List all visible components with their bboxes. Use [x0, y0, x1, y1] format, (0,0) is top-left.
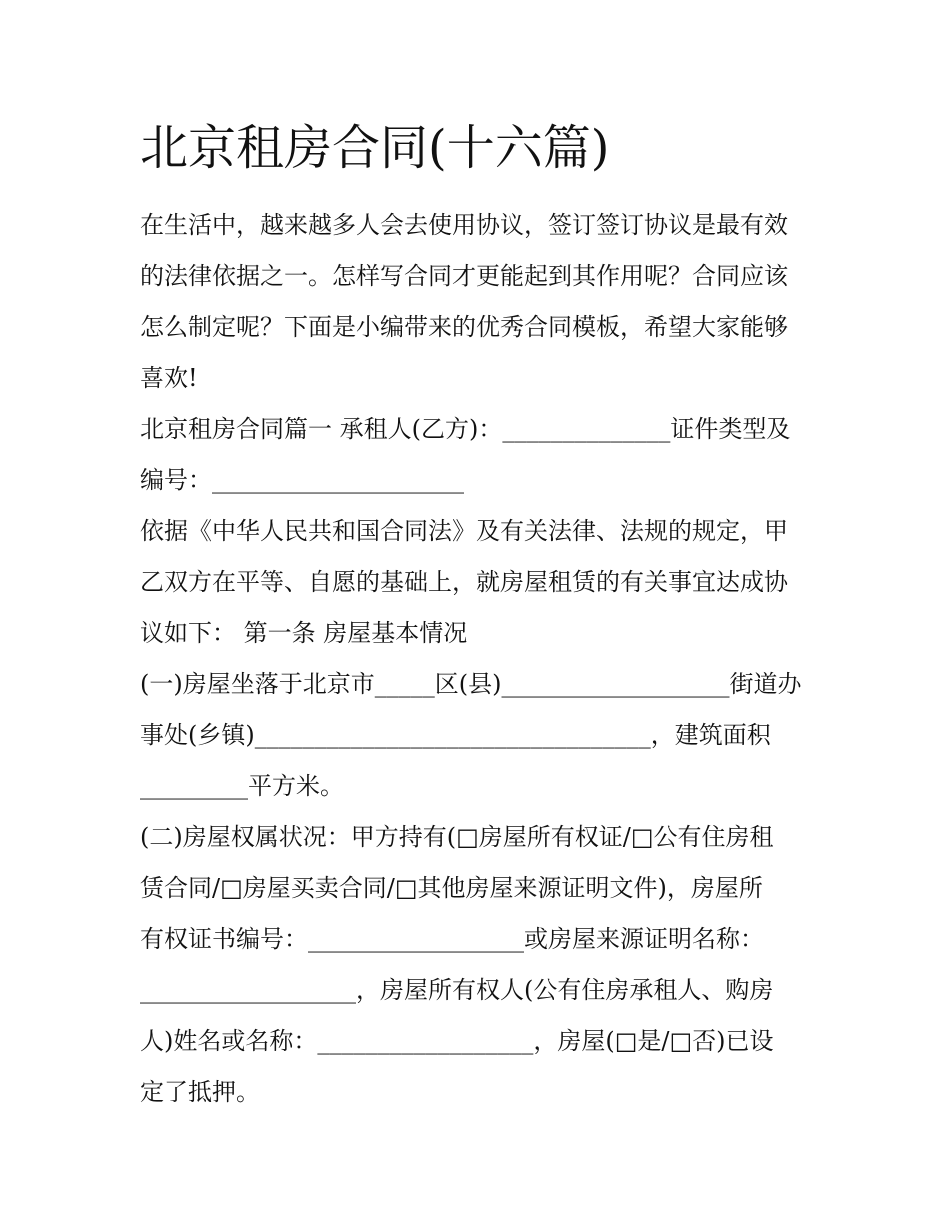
body-line-5: 北京租房合同篇一 承租人(乙方)：______________证件类型及 — [140, 415, 791, 443]
body-line-15: 有权证书编号：__________________或房屋来源证明名称： — [140, 925, 764, 953]
body-line-1: 在生活中，越来越多人会去使用协议，签订签订协议是最有效 — [140, 211, 788, 239]
body-line-11: 事处(乡镇)_________________________________，建筑面积 — [140, 721, 771, 749]
document-body — [140, 200, 820, 1118]
body-line-6: 编号：_____________________ — [140, 466, 464, 494]
body-line-4: 喜欢! — [140, 364, 198, 392]
body-line-9: 议如下： 第一条 房屋基本情况 — [140, 619, 468, 647]
document-page — [140, 110, 820, 1118]
body-line-7: 依据《中华人民共和国合同法》及有关法律、法规的规定，甲 — [140, 517, 788, 545]
body-line-2: 的法律依据之一。怎样写合同才更能起到其作用呢？合同应该 — [140, 262, 788, 290]
document-title: 北京租房合同(十六篇) — [140, 120, 610, 176]
body-line-17: 人)姓名或名称：__________________，房屋(□是/□否)已设 — [140, 1027, 774, 1055]
body-line-8: 乙双方在平等、自愿的基础上，就房屋租赁的有关事宜达成协 — [140, 568, 788, 596]
body-line-13: (二)房屋权属状况：甲方持有(□房屋所有权证/□公有住房租 — [140, 823, 774, 851]
body-line-10: (一)房屋坐落于北京市_____区(县)___________________街道办 — [140, 670, 802, 698]
body-line-3: 怎么制定呢？下面是小编带来的优秀合同模板，希望大家能够 — [140, 313, 788, 341]
body-line-16: __________________，房屋所有权人(公有住房承租人、购房 — [140, 976, 774, 1004]
body-line-18: 定了抵押。 — [140, 1078, 260, 1106]
body-line-12: _________平方米。 — [140, 772, 344, 800]
body-line-14: 赁合同/□房屋买卖合同/□其他房屋来源证明文件)，房屋所 — [140, 874, 763, 902]
